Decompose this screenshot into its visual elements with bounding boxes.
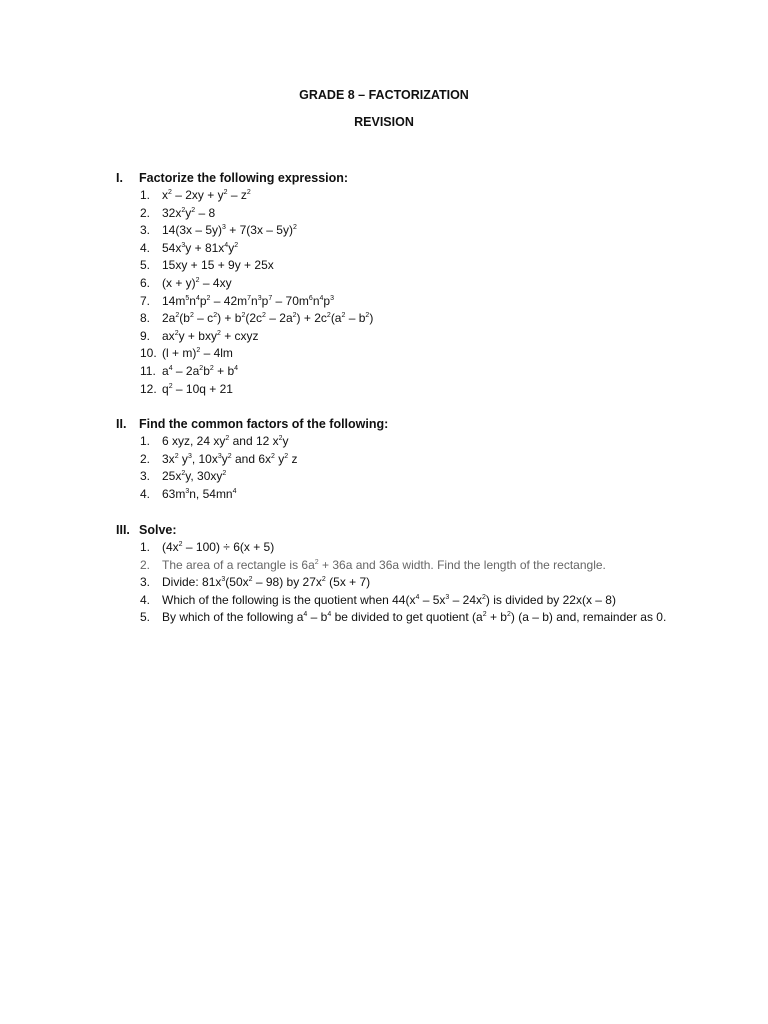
- item-expression: Divide: $81x^3(50x^2 - 98)$ by $27x^2$ (5x + 7): [162, 575, 371, 590]
- page-subtitle: REVISION: [354, 115, 414, 129]
- list-item: [116, 240, 676, 258]
- item-number: 4.: [140, 592, 151, 607]
- item-number: 6.: [140, 275, 151, 290]
- item-expression: Which of the following is the quotient when $44(x^4 - 5x^3 - 24x^2)$ is divided by 22x(x – 8): [162, 592, 616, 607]
- list-item: [116, 205, 676, 223]
- list-item: [116, 592, 676, 610]
- section-title: Factorize the following expression:: [139, 171, 349, 185]
- item-number: 3.: [140, 469, 151, 484]
- item-number: 2.: [140, 205, 151, 220]
- item-expression: $14m^5n^4p^2 - 42m^7n^3p^7 - 70m^6n^4p^3$: [162, 293, 334, 308]
- question-list: [116, 433, 676, 503]
- item-expression: $32x^2y^2 - 8$: [162, 205, 216, 220]
- item-expression: $a^4 - 2a^2b^2 + b^4$: [162, 363, 239, 378]
- list-item: [116, 328, 676, 346]
- item-expression: $25x^2y$, $30xy^2$: [162, 469, 227, 484]
- item-expression: 6 xyz, 24 $xy^2$ and 12 $x^2y$: [162, 434, 289, 448]
- section-common-factors: [116, 415, 676, 503]
- item-number: 2.: [140, 557, 151, 572]
- item-expression: $(l + m)^2 - 4lm$: [162, 346, 233, 361]
- list-item: [116, 345, 676, 363]
- section-numeral: I.: [116, 171, 123, 185]
- item-number: 5.: [140, 258, 151, 273]
- item-number: 4.: [140, 486, 151, 501]
- item-number: 11.: [140, 363, 156, 378]
- list-item: [116, 222, 676, 240]
- list-item: [116, 433, 676, 451]
- list-item: [116, 468, 676, 486]
- section-numeral: II.: [116, 417, 127, 431]
- section-factorize: [116, 169, 676, 398]
- list-item: [116, 539, 676, 557]
- item-expression: $q^2 - 10q + 21$: [162, 381, 233, 396]
- item-expression: $54x^3y + 81x^4y^2$: [162, 240, 239, 255]
- list-item: [116, 609, 676, 627]
- list-item: [116, 293, 676, 311]
- item-number: 12.: [140, 381, 157, 396]
- page-title: GRADE 8 – FACTORIZATION: [299, 88, 469, 102]
- question-list: [116, 187, 676, 398]
- section-solve: [116, 521, 676, 627]
- item-expression: By which of the following $a^4 - b^4$ be divided to get quotient $(a^2 + b^2)$ (a – b) and, remainder as 0.: [162, 610, 667, 625]
- section-heading: [116, 521, 676, 539]
- item-expression: $(x + y)^2 - 4xy$: [162, 275, 232, 290]
- item-number: 7.: [140, 293, 151, 308]
- item-expression: 14(3x – 5y)$^3$ + 7(3x – 5y)$^2$: [162, 223, 297, 238]
- item-expression: 15xy + 15 + 9y + 25x: [162, 258, 274, 273]
- item-expression: $ax^2y + bxy^2$ + cxyz: [162, 328, 259, 343]
- item-number: 9.: [140, 328, 151, 343]
- item-expression: $3x^2$ $y^3$, $10x^3y^2$ and $6x^2$ $y^2$ z: [162, 451, 298, 466]
- item-expression: The area of a rectangle is $6a^2 + 36a$ and 36a width. Find the length of the rectangle.: [162, 557, 606, 572]
- section-title: Solve:: [139, 523, 177, 537]
- item-expression: $(4x^2 - 100) \div 6(x + 5)$: [162, 540, 275, 554]
- item-number: 4.: [140, 240, 151, 255]
- item-number: 3.: [140, 223, 151, 238]
- list-item: [116, 451, 676, 469]
- item-number: 1.: [140, 434, 151, 448]
- section-numeral: III.: [116, 523, 130, 537]
- question-list: [116, 539, 676, 627]
- item-number: 3.: [140, 575, 151, 590]
- list-item: [116, 486, 676, 504]
- list-item: [116, 381, 676, 399]
- list-item: [116, 187, 676, 205]
- item-expression: $63m^3n$, $54mn^4$: [162, 486, 237, 501]
- item-expression: $2a^2(b^2 - c^2) + b^2(2c^2 - 2a^2) + 2c^2(a^2 - b^2)$: [162, 311, 374, 326]
- list-item: [116, 363, 676, 381]
- list-item: [116, 310, 676, 328]
- item-number: 1.: [140, 188, 151, 202]
- item-number: 5.: [140, 610, 151, 625]
- section-title: Find the common factors of the following:: [139, 417, 389, 431]
- item-expression: $x^2 - 2xy + y^2 - z^2$: [162, 188, 251, 202]
- list-item: [116, 257, 676, 275]
- section-heading: [116, 169, 676, 187]
- list-item: [116, 275, 676, 293]
- list-item: [116, 574, 676, 592]
- item-number: 1.: [140, 540, 151, 554]
- item-number: 10.: [140, 346, 157, 361]
- list-item: [116, 557, 676, 575]
- item-number: 8.: [140, 311, 151, 326]
- section-heading: [116, 415, 676, 433]
- item-number: 2.: [140, 451, 151, 466]
